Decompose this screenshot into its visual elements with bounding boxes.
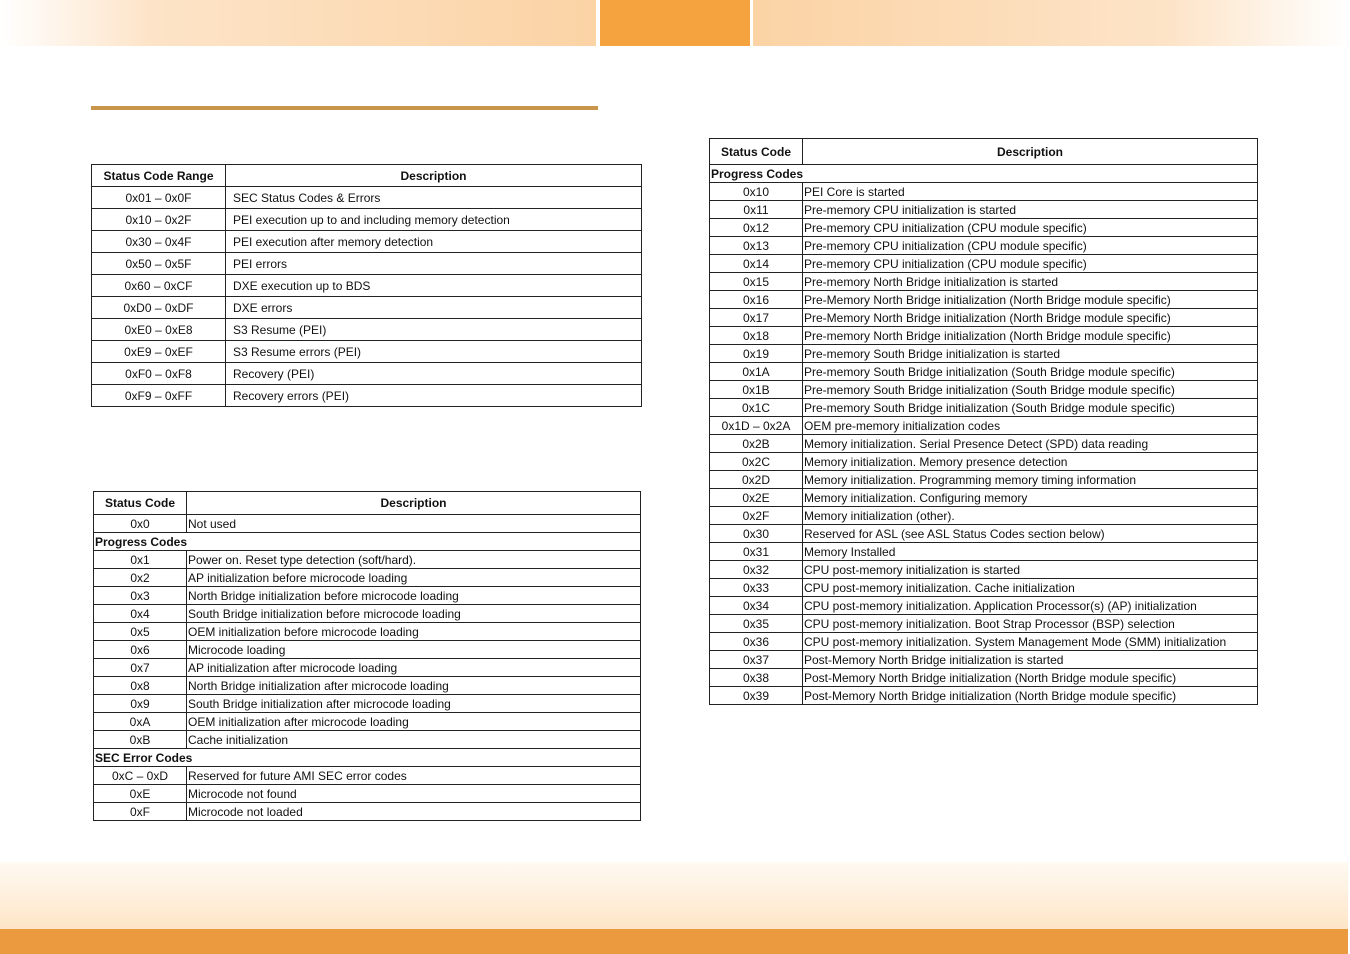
status-code-cell: 0x6 xyxy=(94,641,187,659)
description-cell: DXE execution up to BDS xyxy=(226,275,642,297)
description-cell: Pre-Memory North Bridge initialization (North Bridge module specific) xyxy=(803,309,1258,327)
table-row xyxy=(710,255,1258,273)
table-row xyxy=(92,363,642,385)
table-row xyxy=(710,219,1258,237)
description-cell: Recovery errors (PEI) xyxy=(226,385,642,407)
header-tab-accent xyxy=(600,0,750,46)
status-code-cell: 0x2C xyxy=(710,453,803,471)
description-cell: Power on. Reset type detection (soft/hard). xyxy=(187,551,641,569)
column-header-range: Status Code Range xyxy=(92,165,226,187)
status-code-cell: 0xB xyxy=(94,731,187,749)
table-row xyxy=(92,253,642,275)
table-row xyxy=(710,435,1258,453)
table-header-row xyxy=(710,139,1258,165)
status-code-cell: 0x30 xyxy=(710,525,803,543)
description-cell: CPU post-memory initialization. Boot Strap Processor (BSP) selection xyxy=(803,615,1258,633)
table-row xyxy=(710,345,1258,363)
status-code-cell: 0x12 xyxy=(710,219,803,237)
description-cell: Memory initialization. Configuring memory xyxy=(803,489,1258,507)
table-row xyxy=(710,669,1258,687)
description-cell: Post-Memory North Bridge initialization (North Bridge module specific) xyxy=(803,669,1258,687)
description-cell: Pre-memory CPU initialization (CPU module specific) xyxy=(803,237,1258,255)
table-row xyxy=(710,579,1258,597)
status-code-cell: 0x32 xyxy=(710,561,803,579)
table-row xyxy=(710,597,1258,615)
status-code-cell: 0x2F xyxy=(710,507,803,525)
table-row xyxy=(710,453,1258,471)
status-code-cell: 0x1C xyxy=(710,399,803,417)
description-cell: Pre-memory South Bridge initialization (South Bridge module specific) xyxy=(803,363,1258,381)
status-code-cell: 0x36 xyxy=(710,633,803,651)
description-cell: OEM pre-memory initialization codes xyxy=(803,417,1258,435)
description-cell: Microcode not found xyxy=(187,785,641,803)
table-row xyxy=(710,615,1258,633)
table-row xyxy=(710,633,1258,651)
status-code-cell: 0x7 xyxy=(94,659,187,677)
description-cell: Post-Memory North Bridge initialization is started xyxy=(803,651,1258,669)
description-cell: Pre-memory CPU initialization is started xyxy=(803,201,1258,219)
description-cell: CPU post-memory initialization. System Management Mode (SMM) initialization xyxy=(803,633,1258,651)
status-code-cell: 0x17 xyxy=(710,309,803,327)
description-cell: Pre-memory CPU initialization (CPU module specific) xyxy=(803,255,1258,273)
table-row xyxy=(710,489,1258,507)
description-cell: S3 Resume errors (PEI) xyxy=(226,341,642,363)
description-cell: Not used xyxy=(187,515,641,533)
status-code-cell: 0x1D – 0x2A xyxy=(710,417,803,435)
description-cell: AP initialization after microcode loading xyxy=(187,659,641,677)
status-code-cell: 0x2 xyxy=(94,569,187,587)
table-row xyxy=(94,803,641,821)
description-cell: Recovery (PEI) xyxy=(226,363,642,385)
sec-status-code-table xyxy=(93,491,641,821)
description-cell: Pre-memory CPU initialization (CPU module specific) xyxy=(803,219,1258,237)
pei-status-code-table xyxy=(709,138,1258,705)
description-cell: Pre-Memory North Bridge initialization (North Bridge module specific) xyxy=(803,291,1258,309)
status-code-cell: 0x19 xyxy=(710,345,803,363)
table-row xyxy=(92,209,642,231)
table-row xyxy=(710,561,1258,579)
description-cell: S3 Resume (PEI) xyxy=(226,319,642,341)
table-row xyxy=(710,273,1258,291)
table-row xyxy=(94,551,641,569)
table-row xyxy=(94,605,641,623)
table-row xyxy=(94,677,641,695)
description-cell: Memory initialization. Programming memory timing information xyxy=(803,471,1258,489)
status-code-cell: 0x4 xyxy=(94,605,187,623)
status-code-cell: 0x0 xyxy=(94,515,187,533)
status-code-cell: 0x15 xyxy=(710,273,803,291)
status-code-cell: 0x10 xyxy=(710,183,803,201)
status-code-range-cell: 0xF9 – 0xFF xyxy=(92,385,226,407)
table-row xyxy=(710,651,1258,669)
table-row xyxy=(92,231,642,253)
description-cell: Post-Memory North Bridge initialization (North Bridge module specific) xyxy=(803,687,1258,705)
column-header-description: Description xyxy=(803,139,1258,165)
table-row xyxy=(92,341,642,363)
description-cell: OEM initialization before microcode loading xyxy=(187,623,641,641)
description-cell: AP initialization before microcode loading xyxy=(187,569,641,587)
status-code-cell: 0x34 xyxy=(710,597,803,615)
footer-bar xyxy=(0,929,1348,954)
status-code-cell: 0x31 xyxy=(710,543,803,561)
table-row xyxy=(94,587,641,605)
status-code-cell: 0x8 xyxy=(94,677,187,695)
table-row xyxy=(710,687,1258,705)
table-row xyxy=(710,381,1258,399)
column-header-description: Description xyxy=(226,165,642,187)
column-header-status-code: Status Code xyxy=(94,492,187,515)
status-code-range-cell: 0x30 – 0x4F xyxy=(92,231,226,253)
table-row xyxy=(710,417,1258,435)
status-code-range-cell: 0xD0 – 0xDF xyxy=(92,297,226,319)
status-code-range-cell: 0xE9 – 0xEF xyxy=(92,341,226,363)
footer-band xyxy=(0,862,1348,930)
status-code-cell: 0xA xyxy=(94,713,187,731)
description-cell: Memory initialization. Serial Presence Detect (SPD) data reading xyxy=(803,435,1258,453)
status-code-cell: 0x9 xyxy=(94,695,187,713)
table-row xyxy=(94,569,641,587)
description-cell: PEI execution up to and including memory detection xyxy=(226,209,642,231)
table-row xyxy=(92,275,642,297)
section-divider xyxy=(91,106,598,110)
table-row xyxy=(710,543,1258,561)
status-code-range-cell: 0x01 – 0x0F xyxy=(92,187,226,209)
description-cell: Microcode loading xyxy=(187,641,641,659)
status-code-cell: 0xF xyxy=(94,803,187,821)
status-code-cell: 0x39 xyxy=(710,687,803,705)
status-code-cell: 0x5 xyxy=(94,623,187,641)
status-code-cell: 0x1 xyxy=(94,551,187,569)
status-code-range-cell: 0xF0 – 0xF8 xyxy=(92,363,226,385)
description-cell: Pre-memory North Bridge initialization (North Bridge module specific) xyxy=(803,327,1258,345)
table-row xyxy=(710,507,1258,525)
status-code-cell: 0x35 xyxy=(710,615,803,633)
table-row xyxy=(92,319,642,341)
group-row xyxy=(710,165,1258,183)
status-code-cell: 0x13 xyxy=(710,237,803,255)
description-cell: South Bridge initialization after microcode loading xyxy=(187,695,641,713)
description-cell: CPU post-memory initialization is started xyxy=(803,561,1258,579)
status-code-cell: 0x2B xyxy=(710,435,803,453)
table-row xyxy=(710,327,1258,345)
table-row xyxy=(94,695,641,713)
status-code-cell: 0xC – 0xD xyxy=(94,767,187,785)
table-header-row xyxy=(94,492,641,515)
table-row xyxy=(94,785,641,803)
description-cell: CPU post-memory initialization. Cache initialization xyxy=(803,579,1258,597)
group-heading: Progress Codes xyxy=(94,533,641,551)
table-row xyxy=(710,183,1258,201)
group-row xyxy=(94,749,641,767)
description-cell: SEC Status Codes & Errors xyxy=(226,187,642,209)
header-band-left xyxy=(0,0,596,46)
status-code-cell: 0x1A xyxy=(710,363,803,381)
table-row xyxy=(92,297,642,319)
status-code-cell: 0x18 xyxy=(710,327,803,345)
table-header-row xyxy=(92,165,642,187)
description-cell: Pre-memory North Bridge initialization is started xyxy=(803,273,1258,291)
status-code-range-table xyxy=(91,164,642,407)
description-cell: Pre-memory South Bridge initialization is started xyxy=(803,345,1258,363)
description-cell: North Bridge initialization after microcode loading xyxy=(187,677,641,695)
description-cell: PEI errors xyxy=(226,253,642,275)
status-code-range-cell: 0xE0 – 0xE8 xyxy=(92,319,226,341)
description-cell: PEI Core is started xyxy=(803,183,1258,201)
table-row xyxy=(94,659,641,677)
table-row xyxy=(710,525,1258,543)
column-header-description: Description xyxy=(187,492,641,515)
description-cell: Memory initialization. Memory presence detection xyxy=(803,453,1258,471)
header-band-right xyxy=(753,0,1350,46)
table-row xyxy=(94,731,641,749)
description-cell: Memory Installed xyxy=(803,543,1258,561)
description-cell: North Bridge initialization before microcode loading xyxy=(187,587,641,605)
status-code-cell: 0x16 xyxy=(710,291,803,309)
description-cell: CPU post-memory initialization. Application Processor(s) (AP) initialization xyxy=(803,597,1258,615)
description-cell: PEI execution after memory detection xyxy=(226,231,642,253)
table-row xyxy=(710,471,1258,489)
table-row xyxy=(710,237,1258,255)
group-heading: SEC Error Codes xyxy=(94,749,641,767)
status-code-cell: 0x33 xyxy=(710,579,803,597)
description-cell: Reserved for future AMI SEC error codes xyxy=(187,767,641,785)
group-heading: Progress Codes xyxy=(710,165,1258,183)
description-cell: Cache initialization xyxy=(187,731,641,749)
description-cell: Pre-memory South Bridge initialization (South Bridge module specific) xyxy=(803,381,1258,399)
table-row xyxy=(94,623,641,641)
status-code-cell: 0x38 xyxy=(710,669,803,687)
table-row xyxy=(94,767,641,785)
description-cell: OEM initialization after microcode loading xyxy=(187,713,641,731)
group-row xyxy=(94,533,641,551)
status-code-cell: 0x2D xyxy=(710,471,803,489)
description-cell: South Bridge initialization before microcode loading xyxy=(187,605,641,623)
table-row xyxy=(94,641,641,659)
status-code-range-cell: 0x50 – 0x5F xyxy=(92,253,226,275)
status-code-cell: 0x2E xyxy=(710,489,803,507)
table-row xyxy=(710,201,1258,219)
status-code-cell: 0x11 xyxy=(710,201,803,219)
description-cell: Memory initialization (other). xyxy=(803,507,1258,525)
status-code-cell: 0x1B xyxy=(710,381,803,399)
status-code-cell: 0x14 xyxy=(710,255,803,273)
status-code-cell: 0xE xyxy=(94,785,187,803)
table-row xyxy=(710,291,1258,309)
description-cell: Pre-memory South Bridge initialization (South Bridge module specific) xyxy=(803,399,1258,417)
status-code-range-cell: 0x60 – 0xCF xyxy=(92,275,226,297)
column-header-status-code: Status Code xyxy=(710,139,803,165)
table-row xyxy=(92,187,642,209)
table-row xyxy=(710,399,1258,417)
table-row xyxy=(94,515,641,533)
description-cell: Microcode not loaded xyxy=(187,803,641,821)
status-code-range-cell: 0x10 – 0x2F xyxy=(92,209,226,231)
description-cell: DXE errors xyxy=(226,297,642,319)
table-row xyxy=(92,385,642,407)
status-code-cell: 0x3 xyxy=(94,587,187,605)
table-row xyxy=(710,363,1258,381)
description-cell: Reserved for ASL (see ASL Status Codes section below) xyxy=(803,525,1258,543)
table-row xyxy=(94,713,641,731)
status-code-cell: 0x37 xyxy=(710,651,803,669)
table-row xyxy=(710,309,1258,327)
